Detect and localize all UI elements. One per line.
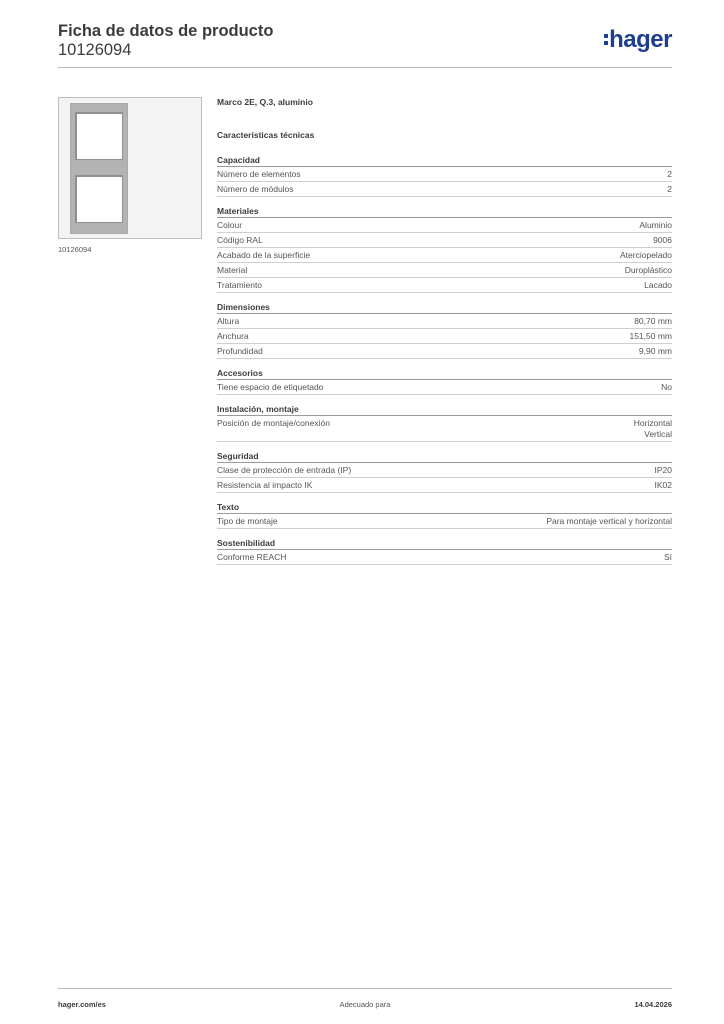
spec-label: Tipo de montaje bbox=[217, 516, 278, 526]
spec-row bbox=[217, 514, 672, 529]
product-code: 10126094 bbox=[58, 41, 132, 59]
section-title: Texto bbox=[217, 501, 672, 514]
spec-row bbox=[217, 478, 672, 493]
section-sostenibilidad bbox=[217, 537, 672, 565]
spec-value: 9006 bbox=[653, 235, 672, 245]
section-title: Instalación, montaje bbox=[217, 403, 672, 416]
spec-row bbox=[217, 218, 672, 233]
section-capacidad bbox=[217, 154, 672, 197]
spec-label: Número de módulos bbox=[217, 184, 294, 194]
double-frame-illustration bbox=[59, 98, 201, 238]
section-title: Dimensiones bbox=[217, 301, 672, 314]
spec-label: Anchura bbox=[217, 331, 249, 341]
spec-value-line: Vertical bbox=[644, 429, 672, 439]
spec-label: Número de elementos bbox=[217, 169, 301, 179]
spec-row bbox=[217, 314, 672, 329]
spec-row bbox=[217, 344, 672, 359]
spec-value: 151,50 mm bbox=[629, 331, 672, 341]
hager-logo bbox=[604, 26, 672, 54]
section-title: Seguridad bbox=[217, 450, 672, 463]
spec-value: IP20 bbox=[654, 465, 672, 475]
section-title: Materiales bbox=[217, 205, 672, 218]
section-seguridad bbox=[217, 450, 672, 493]
footer-date: 14.04.2026 bbox=[634, 1000, 672, 1009]
spec-row bbox=[217, 380, 672, 395]
spec-row bbox=[217, 329, 672, 344]
page-footer bbox=[58, 988, 672, 1012]
spec-row bbox=[217, 278, 672, 293]
section-title: Accesorios bbox=[217, 367, 672, 380]
spec-value-line: Horizontal bbox=[633, 418, 672, 428]
spec-value: 9,90 mm bbox=[638, 346, 672, 356]
spec-row bbox=[217, 550, 672, 565]
spec-label: Material bbox=[217, 265, 248, 275]
spec-value: Para montaje vertical y horizontal bbox=[546, 516, 672, 526]
page-header bbox=[58, 22, 672, 68]
spec-row bbox=[217, 416, 672, 442]
spec-label: Tratamiento bbox=[217, 280, 263, 290]
spec-value: Sí bbox=[663, 552, 672, 562]
section-instalacion bbox=[217, 403, 672, 442]
spec-row bbox=[217, 463, 672, 478]
footer-center-text: Adecuado para bbox=[339, 1000, 391, 1009]
spec-label: Profundidad bbox=[217, 346, 263, 356]
spec-value: 80,70 mm bbox=[634, 316, 672, 326]
page-title: Ficha de datos de producto bbox=[58, 22, 274, 40]
spec-value: IK02 bbox=[654, 480, 672, 490]
section-accesorios bbox=[217, 367, 672, 395]
tech-heading: Características técnicas bbox=[217, 130, 315, 140]
section-texto bbox=[217, 501, 672, 529]
spec-label: Conforme REACH bbox=[217, 552, 287, 562]
logo-text: hager bbox=[609, 26, 672, 53]
spec-value: Aluminio bbox=[639, 220, 672, 230]
image-caption: 10126094 bbox=[58, 245, 92, 254]
spec-value: Lacado bbox=[644, 280, 672, 290]
spec-row bbox=[217, 233, 672, 248]
section-materiales bbox=[217, 205, 672, 293]
spec-row bbox=[217, 248, 672, 263]
section-title: Capacidad bbox=[217, 154, 672, 167]
product-name: Marco 2E, Q.3, aluminio bbox=[217, 97, 313, 107]
spec-label: Acabado de la superficie bbox=[217, 250, 311, 260]
footer-website-link[interactable]: hager.com/es bbox=[58, 1000, 106, 1009]
spec-label: Código RAL bbox=[217, 235, 263, 245]
spec-label: Tiene espacio de etiquetado bbox=[217, 382, 324, 392]
spec-value: No bbox=[661, 382, 672, 392]
section-title: Sostenibilidad bbox=[217, 537, 672, 550]
spec-row bbox=[217, 167, 672, 182]
logo-dots-icon bbox=[604, 31, 608, 48]
section-dimensiones bbox=[217, 301, 672, 359]
spec-content bbox=[217, 96, 672, 573]
spec-value: 2 bbox=[667, 184, 672, 194]
spec-label: Colour bbox=[217, 220, 243, 230]
spec-label: Clase de protección de entrada (IP) bbox=[217, 465, 352, 475]
spec-value: Duroplástico bbox=[624, 265, 672, 275]
spec-value bbox=[634, 418, 672, 440]
spec-row bbox=[217, 182, 672, 197]
spec-label: Altura bbox=[217, 316, 240, 326]
spec-label: Resistencia al impacto IK bbox=[217, 480, 313, 490]
spec-label: Posición de montaje/conexión bbox=[217, 418, 330, 428]
spec-value: 2 bbox=[667, 169, 672, 179]
spec-row bbox=[217, 263, 672, 278]
spec-value: Aterciopelado bbox=[620, 250, 672, 260]
product-image bbox=[58, 97, 202, 239]
